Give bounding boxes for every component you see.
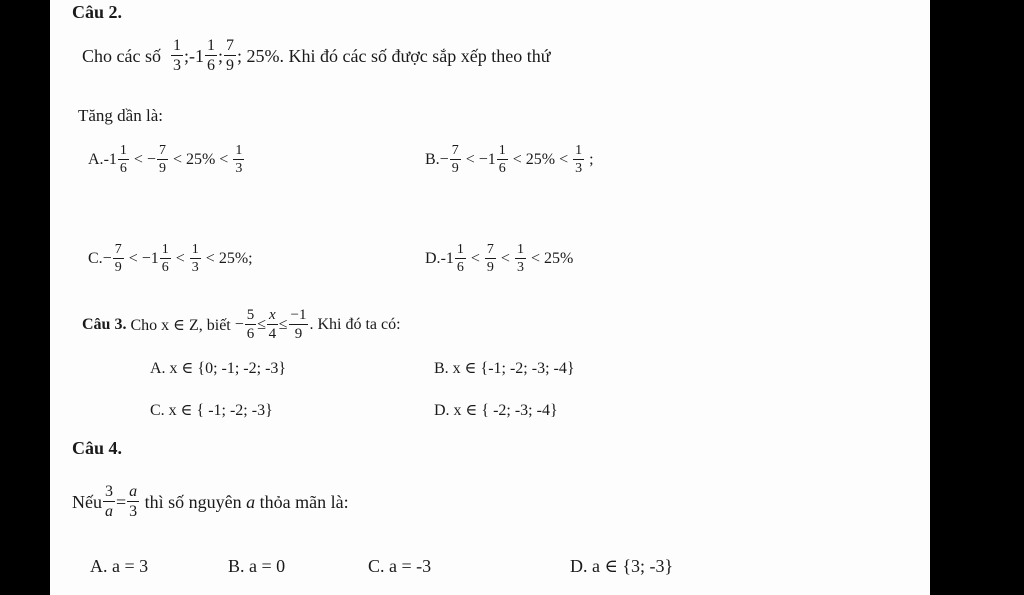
- separator: ;: [218, 45, 224, 66]
- operator: <: [128, 250, 138, 267]
- question-3-title: Câu 3.: [82, 316, 127, 333]
- q4-option-c: C. a = -3: [368, 556, 432, 576]
- sign: −1: [478, 151, 496, 168]
- sign: −1: [141, 250, 159, 267]
- operator: =: [116, 491, 127, 512]
- question-4-title: Câu 4.: [72, 438, 123, 458]
- q2-intro-tail: ; 25%. Khi đó các số được sắp xếp theo thứ: [237, 45, 551, 66]
- fraction: $\frac{-1}{9}$: [290, 307, 307, 342]
- question-2-line-2: Tăng dần là:: [78, 106, 163, 125]
- fraction: 1 6: [498, 143, 506, 176]
- fraction: $\frac{x}{4}$: [268, 307, 277, 342]
- fraction: 1 6: [456, 242, 464, 275]
- option-label: D.: [425, 250, 441, 267]
- sign: −: [439, 151, 449, 168]
- operator: < 25% <: [512, 151, 569, 168]
- q2-intro: Cho các số: [82, 45, 161, 66]
- fraction: $\frac{7}{9}$: [451, 143, 459, 176]
- option-label: A.: [88, 151, 104, 168]
- fraction-seven-ninths: 7 9: [226, 37, 235, 74]
- sign: -1: [103, 151, 117, 168]
- mixed-whole: -1: [189, 45, 204, 66]
- question-2-line-1: [82, 38, 550, 74]
- option-tail: < 25%: [530, 250, 574, 267]
- fraction: 7 9: [486, 242, 494, 275]
- fraction: $\frac{a}{3}$: [129, 483, 138, 520]
- sign: −: [102, 250, 112, 267]
- q4-option-d: D. a ∈ {3; -3}: [570, 556, 674, 576]
- option-label: B.: [425, 151, 440, 168]
- q2-option-d: [425, 243, 573, 275]
- fraction-one-sixth: 1 6: [207, 37, 215, 74]
- question-3-line: [82, 308, 401, 342]
- operator: <: [470, 250, 480, 267]
- sign: -1: [440, 250, 454, 267]
- fraction: $\frac{7}{9}$: [114, 242, 122, 275]
- punctuation: ;: [589, 151, 594, 168]
- q4-tail: thỏa mãn là:: [259, 491, 349, 512]
- q2-option-c: [88, 243, 253, 275]
- fraction: 1 3: [516, 242, 524, 275]
- q3-option-d: D. x ∈ { -2; -3; -4}: [434, 402, 558, 419]
- fraction: 1 3: [191, 242, 199, 275]
- operator: ≤: [278, 316, 288, 333]
- operator: ≤: [257, 316, 267, 333]
- operator: <: [133, 151, 143, 168]
- variable: a: [246, 491, 256, 512]
- sign: −: [146, 151, 156, 168]
- fraction: 1 3: [575, 143, 583, 176]
- fraction-one-third: 1 3: [172, 37, 181, 74]
- q4-intro: Nếu: [72, 491, 102, 512]
- option-tail: < 25%;: [205, 250, 253, 267]
- fraction: $\frac{3}{a}$: [105, 483, 113, 520]
- q3-option-c: C. x ∈ { -1; -2; -3}: [150, 402, 273, 419]
- q4-option-b: B. a = 0: [228, 556, 286, 576]
- operator: <: [465, 151, 475, 168]
- document-page: [50, 0, 930, 595]
- q3-intro: Cho x ∈ Z, biết: [130, 317, 231, 334]
- fraction: $\frac{7}{9}$: [158, 143, 166, 176]
- q2-option-a: [88, 144, 245, 176]
- q3-option-a: A. x ∈ {0; -1; -2; -3}: [150, 360, 287, 377]
- question-2-title: Câu 2.: [72, 2, 123, 22]
- fraction: 1 3: [235, 143, 243, 176]
- question-4-line: [72, 484, 349, 520]
- q3-option-b: B. x ∈ {-1; -2; -3; -4}: [434, 360, 575, 377]
- q4-option-a: A. a = 3: [90, 556, 149, 576]
- sign: −: [234, 316, 244, 333]
- separator: ;: [183, 45, 189, 66]
- operator: <: [500, 250, 510, 267]
- q2-option-b: [425, 144, 594, 176]
- q3-tail: . Khi đó ta có:: [309, 316, 401, 333]
- option-label: C.: [88, 250, 103, 267]
- operator: <: [175, 250, 185, 267]
- operator: < 25% <: [172, 151, 229, 168]
- fraction: 1 6: [161, 242, 169, 275]
- fraction: $\frac{5}{6}$: [246, 307, 255, 342]
- q4-mid: thì số nguyên: [144, 491, 242, 512]
- fraction: 1 6: [119, 143, 127, 176]
